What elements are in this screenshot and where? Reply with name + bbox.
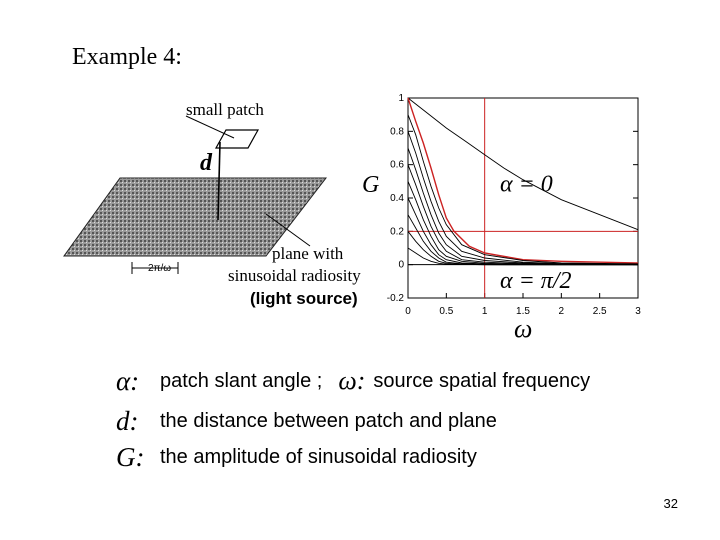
y-tick-label: 1 [398, 93, 404, 104]
annotation-alpha-0: α = 0 [500, 171, 553, 198]
small-patch-label: small patch [186, 100, 264, 119]
legend-row [116, 442, 477, 472]
series-line-0 [408, 98, 638, 230]
slide-title: Example 4: [72, 44, 182, 70]
legend-symbol: G: [116, 441, 145, 472]
plane-label-line3: (light source) [250, 289, 358, 308]
plane-label-line1: plane with [272, 244, 344, 263]
legend-symbol: ω: [338, 366, 366, 395]
y-axis-label: G [362, 172, 380, 198]
legend-symbol: d: [116, 405, 139, 436]
y-tick-label: 0.8 [390, 126, 404, 138]
y-tick-label: 0.2 [390, 226, 404, 238]
y-tick-label: -0.2 [386, 293, 404, 304]
legend-symbol: α: [116, 365, 140, 396]
plane-label-line2: sinusoidal radiosity [228, 266, 361, 285]
series-line-3 [408, 131, 638, 264]
annotation-alpha-pi2: α = π/2 [500, 268, 572, 294]
y-tick-label: 0.4 [390, 193, 404, 204]
x-tick-label: 1.5 [516, 306, 530, 317]
x-tick-label: 0 [405, 306, 411, 317]
y-tick-label: 0 [398, 259, 404, 271]
period-label: 2π/ω [148, 263, 172, 274]
legend-row [116, 366, 590, 396]
page-number: 32 [663, 496, 678, 511]
y-tick-label: 0.6 [390, 159, 404, 171]
x-tick-label: 2 [558, 306, 565, 317]
x-tick-label: 0.5 [439, 306, 454, 317]
x-axis-label: ω [514, 314, 533, 343]
g-omega-plot [370, 88, 660, 328]
x-tick-label: 3 [635, 306, 641, 317]
legend-row [116, 406, 497, 436]
legend-text: the amplitude of sinusoidal radiosity [160, 445, 477, 468]
legend-text: source spatial frequency [373, 369, 591, 392]
legend-text: patch slant angle ; [160, 369, 323, 392]
x-tick-label: 2.5 [592, 306, 607, 317]
x-tick-label: 1 [481, 306, 488, 317]
legend-text: the distance between patch and plane [160, 409, 497, 432]
distance-symbol: d [200, 150, 212, 176]
